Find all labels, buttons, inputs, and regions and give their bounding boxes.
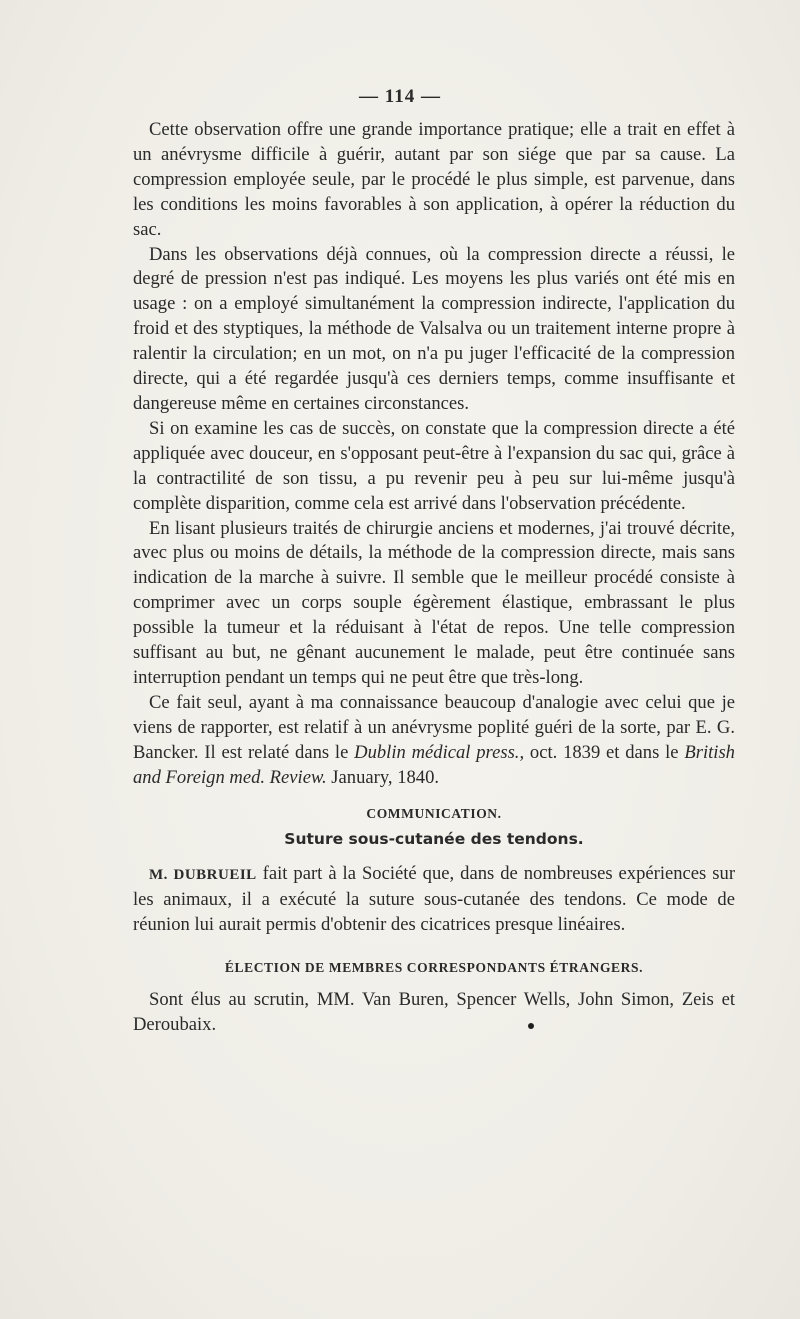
election-text: Sont élus au scrutin, MM. Van Buren, Spencer Wells, John Simon, Zeis et Deroubaix.: [133, 989, 735, 1036]
page-number: — 114 —: [359, 86, 441, 107]
speaker-name: M. DUBRUEIL: [149, 867, 257, 884]
paragraph-5-start: Ce fait seul, ayant à ma connaissance beaucoup d'analogie avec celui que je viens de rapporter, est relatif à un anévrysme poplité guéri de la sorte, par E. G. Bancker. Il est relaté dans le: [133, 691, 735, 763]
election-heading: ÉLECTION DE MEMBRES CORRESPONDANTS ÉTRANGERS.: [224, 960, 644, 976]
election-paragraph: [133, 988, 735, 1038]
suture-subheading: Suture sous-cutanée des tendons.: [284, 830, 584, 849]
journal-dublin: Dublin médical press.,: [354, 741, 525, 763]
paragraph-5-mid: oct. 1839 et dans le: [524, 741, 685, 763]
body-text: [133, 118, 735, 1038]
paragraph-5: [133, 691, 735, 791]
communication-paragraph: [133, 862, 735, 938]
journal-british: British and Foreign med. Review.: [133, 741, 735, 788]
end-mark-icon: [528, 1023, 534, 1029]
paragraph-1: Cette observation offre une grande importance pratique; elle a trait en effet à un anévrysme difficile à guérir, autant par son siége que par sa cause. La compression employée seule, par le procédé le plus simple, est parvenue, dans les conditions les moins favorables à son application, à opérer la réduction du sac.: [133, 119, 735, 240]
communication-heading: COMMUNICATION.: [366, 806, 502, 822]
paragraph-5-end: January, 1840.: [326, 766, 440, 788]
paragraph-3: Si on examine les cas de succès, on constate que la compression directe a été appliquée avec douceur, en s'opposant peut-être à l'expansion du sac qui, grâce à la contractilité de son tissu, a pu revenir peu à peu sur lui-même jusqu'à complète disparition, comme cela est arrivé dans l'observation précédente.: [133, 417, 735, 514]
communication-text: fait part à la Société que, dans de nombreuses expériences sur les animaux, il a exécuté la suture sous-cutanée des tendons. Ce mode de réunion lui aurait permis d'obtenir des cicatrices presque linéaires.: [133, 863, 736, 936]
paragraph-4: En lisant plusieurs traités de chirurgie anciens et modernes, j'ai trouvé décrite, avec plus ou moins de détails, la méthode de la compression directe, mais sans indication de la marche à suivre. Il semble que le meilleur procédé consiste à comprimer avec un corps souple égèrement élastique, embrassant le plus possible la tumeur et la réduisant à l'état de repos. Une telle compression suffisant au but, ne gênant aucunement le malade, peut être continuée sans interruption pendant un temps qui ne peut être que très-long.: [133, 517, 735, 688]
paragraph-2: Dans les observations déjà connues, où la compression directe a réussi, le degré de pression n'est pas indiqué. Les moyens les plus variés ont été mis en usage : on a employé simultanément la compression indirecte, l'application du froid et des styptiques, la méthode de Valsalva ou un traitement interne propre à ralentir la circulation; en un mot, on n'a pu juger l'efficacité de la compression directe, qui a été regardée jusqu'à ces derniers temps, comme insuffisante et dangereuse même en certaines circonstances.: [133, 243, 735, 414]
